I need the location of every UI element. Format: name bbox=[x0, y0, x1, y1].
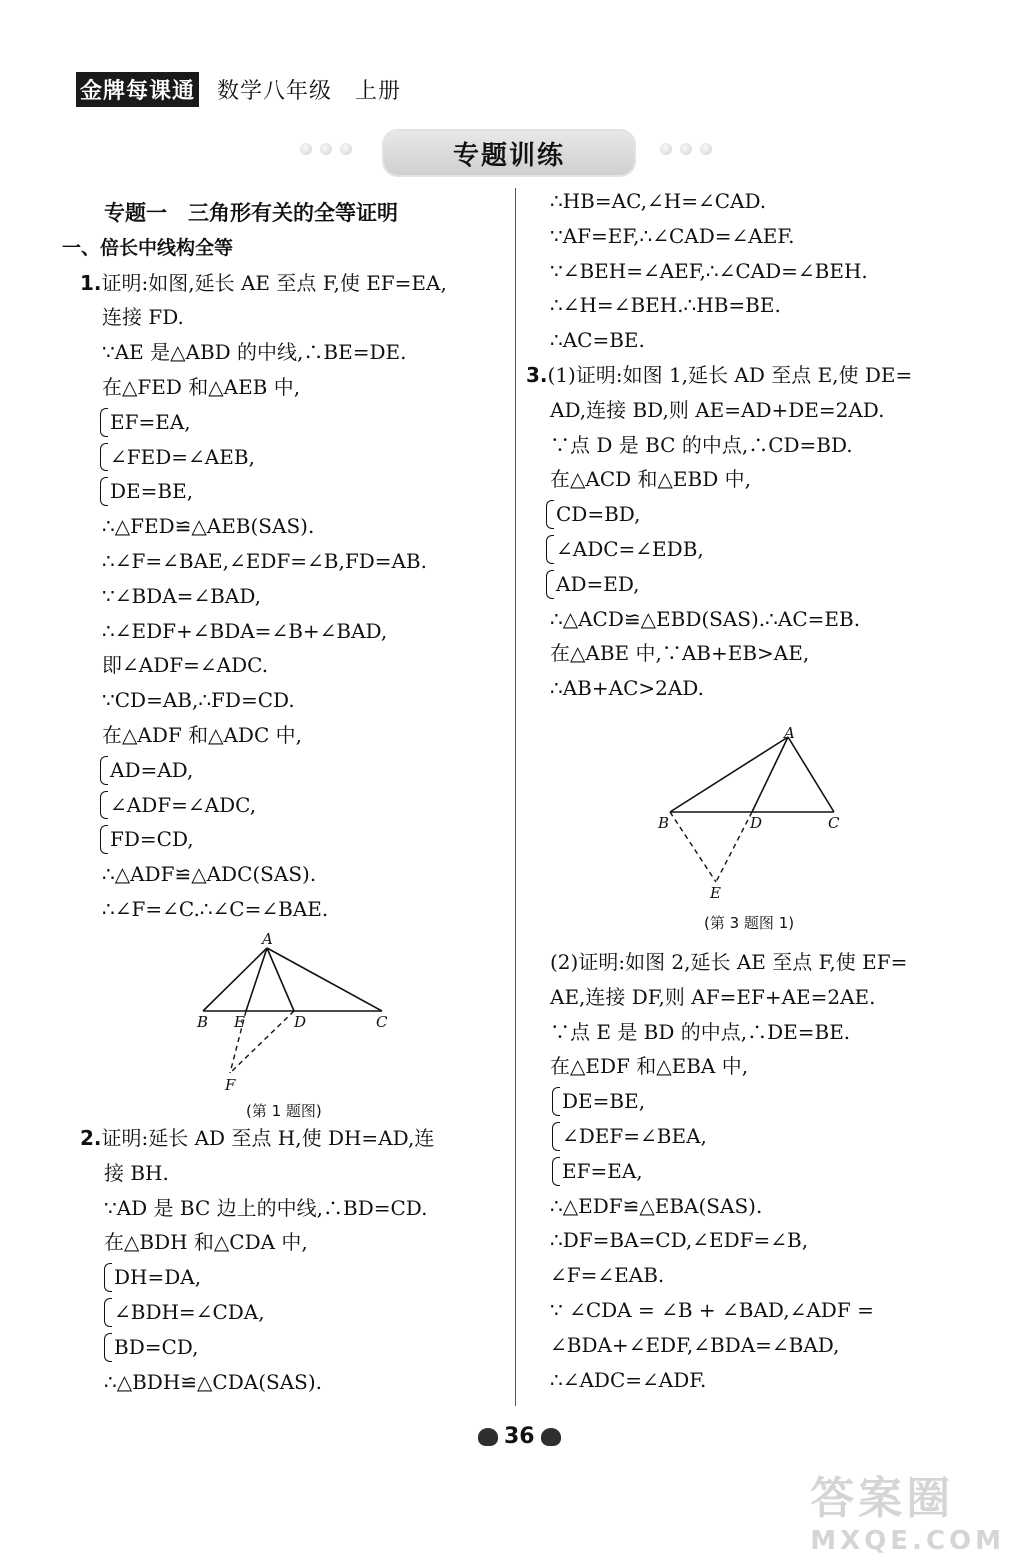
problem-line bbox=[80, 1121, 434, 1156]
proof-line: ∵ ∠CDA = ∠B + ∠BAD,∠ADF = bbox=[550, 1297, 874, 1322]
proof-line: ∴∠H=∠BEH.∴HB=BE. bbox=[550, 293, 781, 318]
proof-line: ∴∠F=∠C.∴∠C=∠BAE. bbox=[102, 896, 329, 921]
topic-heading: 专题一 三角形有关的全等证明 bbox=[104, 201, 398, 225]
proof-line: ∴∠ADC=∠ADF. bbox=[550, 1367, 707, 1392]
column-divider bbox=[515, 188, 516, 1406]
proof-line: 在△ACD 和△EBD 中, bbox=[550, 467, 751, 492]
proof-line: (2)证明:如图 2,延长 AE 至点 F,使 EF= bbox=[550, 950, 908, 974]
fig3-label-c: C bbox=[828, 814, 840, 832]
proof-text: 证明:延长 AD 至点 H,使 DH=AD,连 bbox=[101, 1126, 435, 1150]
fig1-label-d: D bbox=[294, 1013, 307, 1031]
brace-condition: ∠BDH=∠CDA, bbox=[114, 1295, 434, 1330]
brace-condition: ∠ADC=∠EDB, bbox=[556, 532, 912, 567]
page-header bbox=[76, 74, 401, 104]
proof-line: ∴∠F=∠BAE,∠EDF=∠B,FD=AB. bbox=[102, 548, 427, 573]
banner-title: 专题训练 bbox=[452, 140, 565, 171]
brace-condition: ∠FED=∠AEB, bbox=[110, 440, 447, 475]
page-footer bbox=[478, 1424, 561, 1449]
problem-line bbox=[80, 266, 447, 301]
proof-text: (1)证明:如图 1,延长 AD 至点 E,使 DE= bbox=[547, 362, 913, 387]
problem-number: 1. bbox=[80, 270, 102, 295]
proof-line: ∴△BDH≌△CDA(SAS). bbox=[104, 1369, 323, 1394]
fig1-caption: (第 1 题图) bbox=[246, 1102, 322, 1120]
brace-condition: ∠DEF=∠BEA, bbox=[562, 1119, 907, 1154]
proof-line: 在△EDF 和△EBA 中, bbox=[550, 1054, 749, 1079]
proof-line: 在△FED 和△AEB 中, bbox=[102, 374, 301, 399]
proof-line: 在△ADF 和△ADC 中, bbox=[102, 722, 302, 747]
fig1-label-e: E bbox=[234, 1013, 245, 1031]
brace-condition: CD=BD, bbox=[556, 497, 912, 532]
section-banner bbox=[384, 131, 634, 175]
brace-condition: DE=BE, bbox=[110, 474, 447, 509]
proof-line: ∵∠BEH=∠AEF,∴∠CAD=∠BEH. bbox=[550, 258, 868, 283]
decor-dots-left bbox=[300, 143, 352, 155]
proof-line: ∵AF=EF,∴∠CAD=∠AEF. bbox=[550, 223, 795, 248]
proof-line: ∴AB+AC>2AD. bbox=[550, 676, 704, 701]
watermark-title: 答案圈 bbox=[810, 1473, 955, 1524]
proof-line: ∠F=∠EAB. bbox=[550, 1263, 665, 1288]
figure-3-1 bbox=[650, 724, 850, 904]
proof-line: ∵∠BDA=∠BAD, bbox=[102, 583, 261, 608]
proof-line: ∠BDA+∠EDF,∠BDA=∠BAD, bbox=[550, 1332, 840, 1357]
proof-line: ∴AC=BE. bbox=[550, 328, 645, 353]
proof-line: AE,连接 DF,则 AF=EF+AE=2AE. bbox=[550, 984, 876, 1009]
decor-dots-right bbox=[660, 143, 712, 155]
leaf-icon bbox=[541, 1428, 561, 1446]
brace-condition: ∠ADF=∠ADC, bbox=[110, 788, 447, 823]
brace-condition: DE=BE, bbox=[562, 1084, 907, 1119]
fig3-label-d: D bbox=[750, 814, 763, 832]
book-title: 数学八年级 上册 bbox=[217, 78, 402, 104]
brace-condition: AD=AD, bbox=[110, 753, 447, 788]
brace-condition: DH=DA, bbox=[114, 1260, 434, 1295]
proof-line: ∴HB=AC,∠H=∠CAD. bbox=[550, 189, 767, 213]
proof-line: ∴△ACD≌△EBD(SAS).∴AC=EB. bbox=[550, 606, 861, 631]
brace-condition: FD=CD, bbox=[110, 822, 447, 857]
proof-line: ∴△FED≌△AEB(SAS). bbox=[102, 514, 315, 539]
proof-line: 连接 FD. bbox=[102, 305, 184, 330]
fig3-label-e: E bbox=[710, 884, 721, 902]
proof-line: ∵AD 是 BC 边上的中线,∴BD=CD. bbox=[104, 1195, 428, 1220]
watermark bbox=[810, 1462, 1005, 1556]
proof-line: ∵点 D 是 BC 的中点,∴CD=BD. bbox=[550, 432, 853, 457]
problem-number: 2. bbox=[80, 1126, 102, 1150]
proof-line: 在△BDH 和△CDA 中, bbox=[104, 1230, 308, 1255]
section-heading: 一、倍长中线构全等 bbox=[62, 236, 234, 259]
brace-condition: AD=ED, bbox=[556, 567, 912, 602]
fig3-label-b: B bbox=[658, 814, 670, 832]
proof-line: ∵AE 是△ABD 的中线,∴BE=DE. bbox=[102, 340, 407, 365]
proof-line: 接 BH. bbox=[104, 1160, 169, 1185]
brace-condition: EF=EA, bbox=[562, 1154, 907, 1189]
right-column-top bbox=[526, 184, 912, 706]
problem-number: 3. bbox=[526, 362, 548, 387]
proof-line: ∵CD=AB,∴FD=CD. bbox=[102, 688, 295, 713]
proof-line: ∴DF=BA=CD,∠EDF=∠B, bbox=[550, 1228, 809, 1253]
left-column-bottom bbox=[80, 1121, 434, 1399]
fig1-label-b: B bbox=[197, 1013, 209, 1031]
proof-text: 证明:如图,延长 AE 至点 F,使 EF=EA, bbox=[101, 270, 447, 295]
brace-condition: EF=EA, bbox=[110, 405, 447, 440]
proof-line: AD,连接 BD,则 AE=AD+DE=2AD. bbox=[550, 397, 885, 422]
proof-line: 即∠ADF=∠ADC. bbox=[102, 653, 269, 678]
proof-line: ∴∠EDF+∠BDA=∠B+∠BAD, bbox=[102, 618, 388, 643]
leaf-icon bbox=[478, 1428, 498, 1446]
right-column-bottom bbox=[550, 945, 907, 1397]
fig3-caption: (第 3 题图 1) bbox=[704, 914, 795, 932]
fig3-label-a: A bbox=[784, 724, 795, 742]
fig1-label-a: A bbox=[262, 930, 273, 948]
proof-line: 在△ABE 中,∵AB+EB>AE, bbox=[550, 641, 810, 666]
brand-label: 金牌每课通 bbox=[76, 72, 199, 107]
proof-line: ∵点 E 是 BD 的中点,∴DE=BE. bbox=[550, 1019, 851, 1044]
left-column-top bbox=[62, 196, 447, 927]
watermark-url: MXQE.COM bbox=[810, 1526, 1005, 1556]
page-number: 36 bbox=[504, 1424, 535, 1449]
problem-line bbox=[526, 358, 912, 393]
fig1-label-c: C bbox=[376, 1013, 388, 1031]
proof-line: ∴△EDF≌△EBA(SAS). bbox=[550, 1193, 763, 1218]
figure-1 bbox=[190, 928, 400, 1096]
brace-condition: BD=CD, bbox=[114, 1330, 434, 1365]
fig1-label-f: F bbox=[225, 1076, 236, 1094]
proof-line: ∴△ADF≌△ADC(SAS). bbox=[102, 862, 317, 887]
